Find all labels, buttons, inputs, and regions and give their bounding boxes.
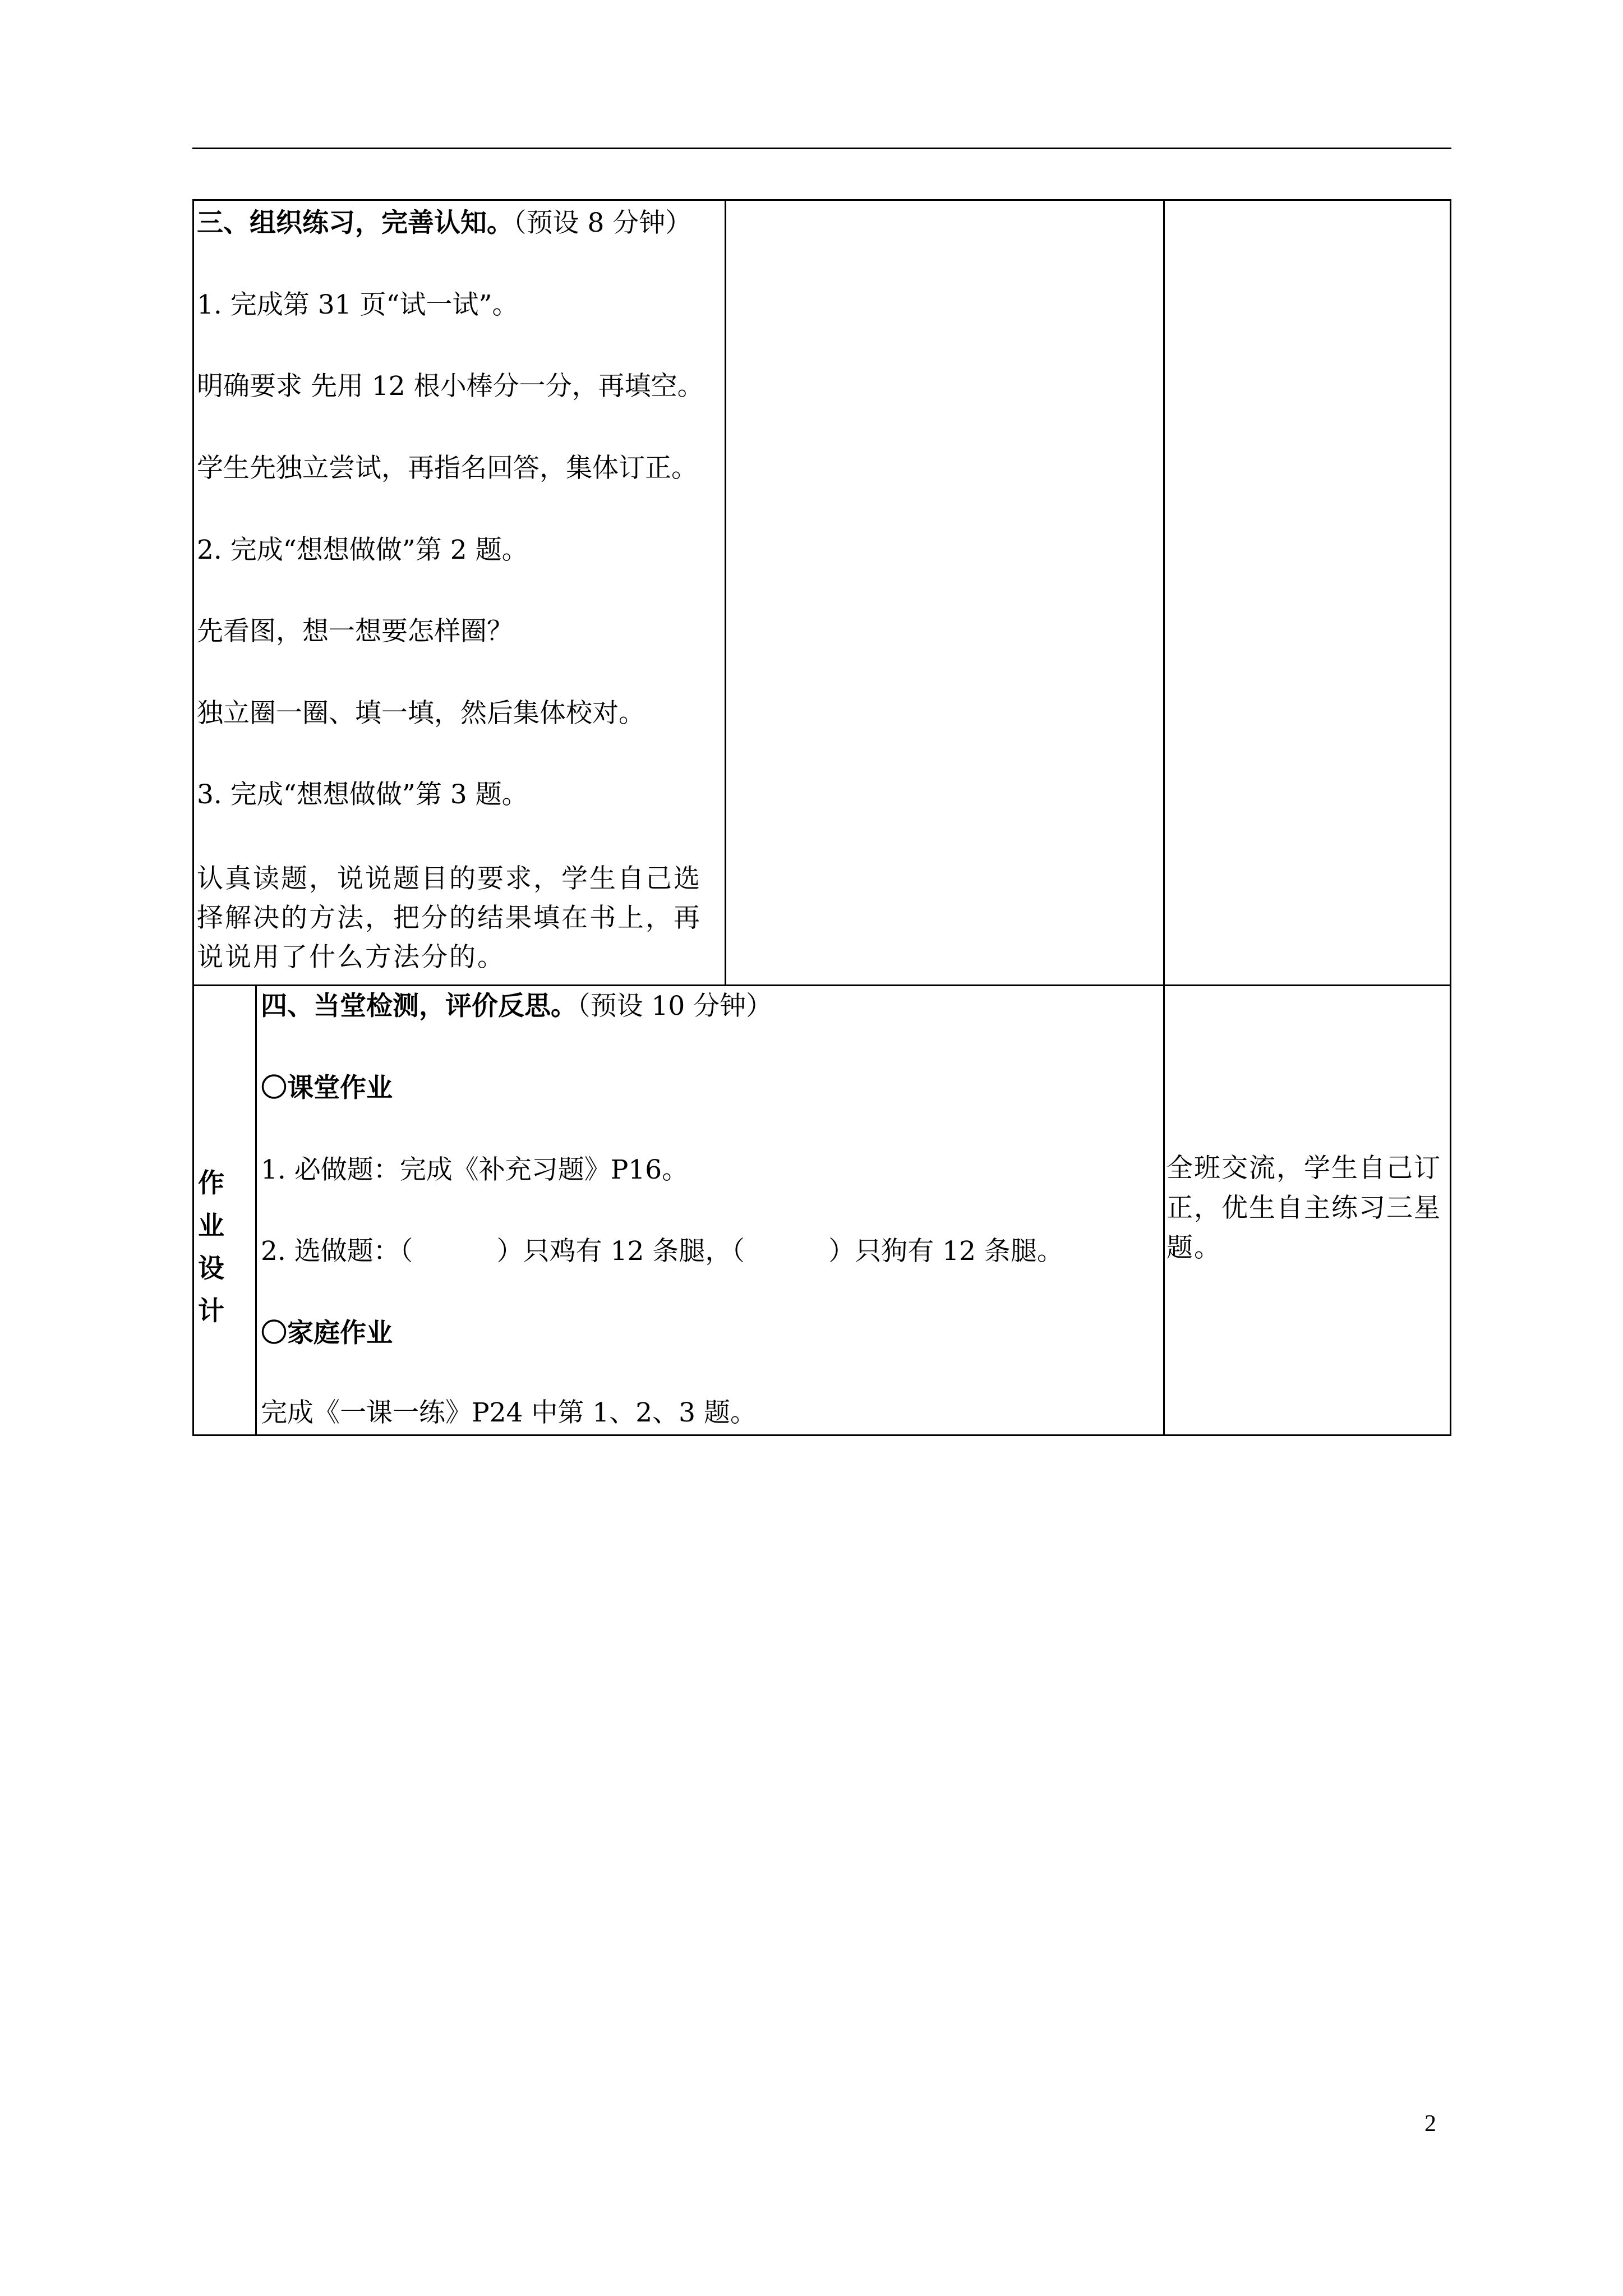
section4-heading-bold: 四、当堂检测，评价反思。: [261, 991, 577, 1022]
classwork-item-required: 1. 必做题：完成《补充习题》P16。: [261, 1154, 689, 1185]
section3-line: 2. 完成“想想做做”第 2 题。: [197, 535, 528, 565]
practice-middle-cell: [725, 199, 1165, 986]
homework-content-cell: [255, 984, 1165, 1436]
home-assignment-item: 完成《一课一练》P24 中第 1、2、3 题。: [261, 1397, 757, 1428]
homework-note: 全班交流，学生自己订正，优生自主练习三星题。: [1166, 1153, 1441, 1263]
section3-line: 1. 完成第 31 页“试一试”。: [197, 289, 519, 320]
classwork-item-optional: 2. 选做题：（ ）只鸡有 12 条腿，（ ）只狗有 12 条腿。: [261, 1236, 1063, 1267]
section3-heading-bold: 三、组织练习，完善认知。: [197, 208, 513, 238]
section3-paragraph: 认真读题，说说题目的要求，学生自己选择解决的方法，把分的结果填在书上，再说说用了什么方法分的。: [197, 863, 702, 973]
header-rule: [192, 148, 1451, 149]
section4-heading-time: （预设 10 分钟）: [577, 991, 773, 1022]
section3-heading-time: （预设 8 分钟）: [513, 208, 692, 238]
homework-label: 作业设计: [198, 1168, 225, 1327]
section4-heading: [261, 990, 772, 1023]
section3-line: 独立圈一圈、填一填，然后集体校对。: [197, 698, 645, 729]
section3-line: 先看图，想一想要怎样圈？: [197, 616, 513, 647]
section3-line: 学生先独立尝试，再指名回答，集体订正。: [197, 453, 698, 484]
home-assignment-title: 〇家庭作业: [261, 1318, 393, 1349]
practice-note-cell: [1163, 199, 1451, 986]
classwork-title: 〇课堂作业: [261, 1073, 393, 1103]
section3-heading: [197, 207, 691, 240]
section3-line: 明确要求 先用 12 根小棒分一分，再填空。: [197, 371, 704, 402]
lesson-table: [192, 199, 1451, 1436]
section3-line: 3. 完成“想想做做”第 3 题。: [197, 779, 528, 810]
page-number: 2: [1424, 2111, 1436, 2137]
